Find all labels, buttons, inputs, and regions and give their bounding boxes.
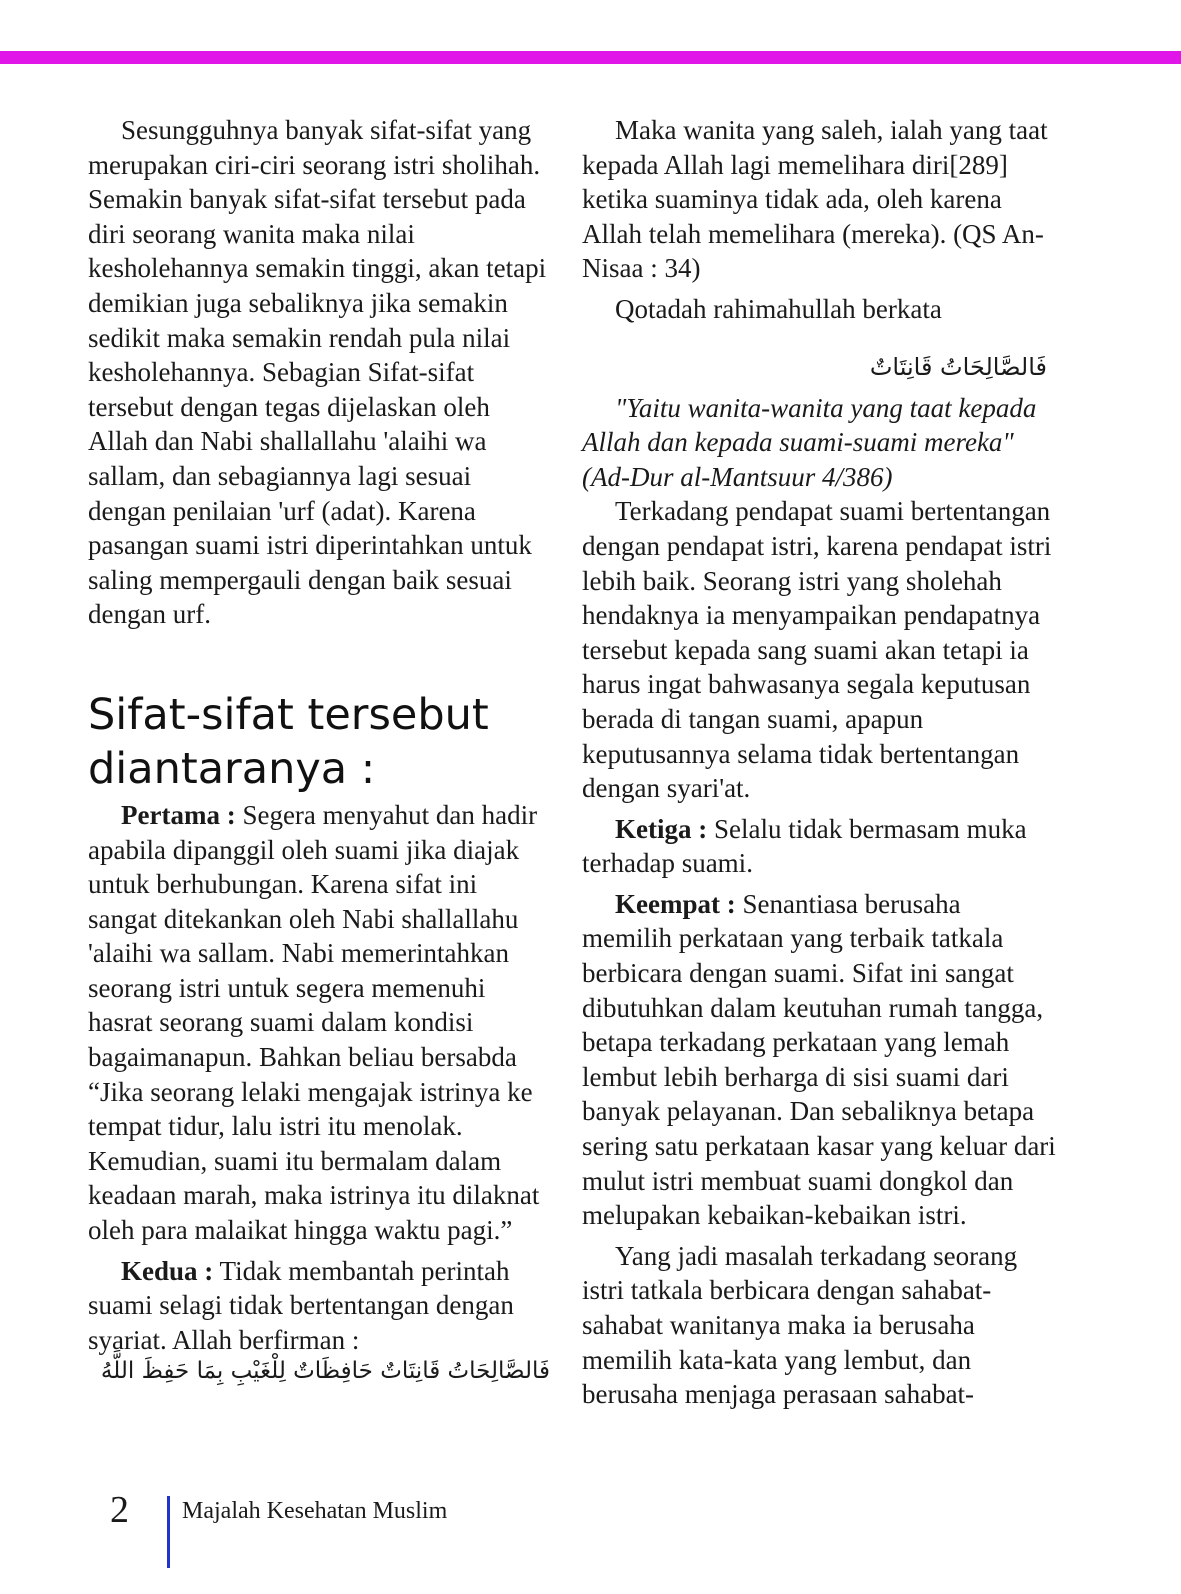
heading-line-2: diantaranya :	[88, 743, 376, 794]
translation-paragraph: Maka wanita yang saleh, ialah yang taat kepada Allah lagi memelihara diri[289] ketika suaminya tidak ada, oleh karena Allah telah memelihara (mereka). (QS An-Nisaa : 34)	[582, 115, 1048, 284]
kedua-label: Kedua :	[121, 1255, 214, 1286]
page-footer	[0, 1488, 1181, 1594]
keempat-text: Senantiasa berusaha memilih perkataan yang terbaik tatkala berbicara dengan suami. Sifat ini sangat dibutuhkan dalam keutuhan rumah tangga, betapa terkadang perkataan yang lemah lembut lebih berharga di sisi suami dari banyak pelayanan. Dan sebaliknya betapa sering satu perkataan kasar yang keluar dari mulut istri membuat suami dongkol dan melupakan kebaikan-kebaikan istri.	[582, 888, 1056, 1231]
terkadang-paragraph: Terkadang pendapat suami bertentangan dengan pendapat istri, karena pendapat istri lebih baik. Seorang istri yang sholehah hendaknya ia menyampaikan pendapatnya tersebut kepada sang suami akan tetapi ia harus ingat bahwasanya segala keputusan berada di tangan suami, apapun keputusannya selama tidak bertentangan dengan syari'at.	[582, 496, 1052, 804]
point-keempat	[582, 887, 1057, 1233]
page-number: 2	[110, 1489, 129, 1531]
point-kedua	[88, 1254, 550, 1358]
section-heading	[88, 688, 550, 796]
magazine-title: Majalah Kesehatan Muslim	[182, 1498, 448, 1524]
right-column	[582, 113, 1057, 1412]
pertama-text: Segera menyahut dan hadir apabila dipanggil oleh suami jika diajak untuk berhubungan. Karena sifat ini sangat ditekankan oleh Nabi shallallahu 'alaihi wa sallam. Nabi memerintahkan seorang istri untuk segera memenuhi hasrat seorang suami dalam kondisi bagaimanapun. Bahkan beliau bersabda “Jika seorang lelaki mengajak istrinya ke tempat tidur, lalu istri itu menolak. Kemudian, suami itu bermalam dalam keadaan marah, maka istrinya itu dilaknat oleh para malaikat hingga waktu pagi.”	[88, 799, 540, 1246]
arabic-verse: فَالصَّالِحَاتُ قَانِتَاتٌ حَافِظَاتٌ لِلْغَيْبِ بِمَا حَفِظَ اللَّهُ	[100, 1358, 550, 1385]
heading-line-1: Sifat-sifat tersebut	[88, 689, 489, 740]
keempat-label: Keempat :	[615, 888, 736, 919]
left-column	[88, 113, 550, 1391]
point-ketiga	[582, 812, 1057, 881]
kedua-text: Tidak membantah perintah suami selagi tidak bertentangan dengan syariat. Allah berfirman :	[88, 1255, 514, 1355]
footer-divider	[167, 1496, 170, 1568]
pertama-label: Pertama :	[121, 799, 236, 830]
quote-paragraph: "Yaitu wanita-wanita yang taat kepada Allah dan kepada suami-suami mereka" (Ad-Dur al-Mantsuur 4/386)	[582, 392, 1037, 492]
arabic-short: فَالصَّالِحَاتُ قَانِتَاتٌ	[869, 352, 1047, 381]
qotadah-line: Qotadah rahimahullah berkata	[615, 293, 942, 324]
top-accent-bar	[0, 51, 1181, 64]
yang-jadi-paragraph: Yang jadi masalah terkadang seorang istri tatkala berbicara dengan sahabat-sahabat wanitanya maka ia berusaha memilih kata-kata yang lembut, dan berusaha menjaga perasaan sahabat-	[582, 1240, 1018, 1410]
intro-paragraph: Sesungguhnya banyak sifat-sifat yang merupakan ciri-ciri seorang istri sholihah. Semakin banyak sifat-sifat tersebut pada diri seorang wanita maka nilai kesholehannya semakin tinggi, akan tetapi demikian juga sebaliknya jika semakin sedikit maka semakin rendah pula nilai kesholehannya. Sebagian Sifat-sifat tersebut dengan tegas dijelaskan oleh Allah dan Nabi shallallahu 'alaihi wa sallam, dan sebagiannya lagi sesuai dengan penilaian 'urf (adat). Karena pasangan suami istri diperintahkan untuk saling mempergauli dengan baik sesuai dengan urf.	[88, 115, 547, 630]
ketiga-label: Ketiga :	[615, 813, 708, 844]
point-pertama	[88, 798, 550, 1248]
ketiga-text: Selalu tidak bermasam muka terhadap suami.	[582, 813, 1027, 879]
